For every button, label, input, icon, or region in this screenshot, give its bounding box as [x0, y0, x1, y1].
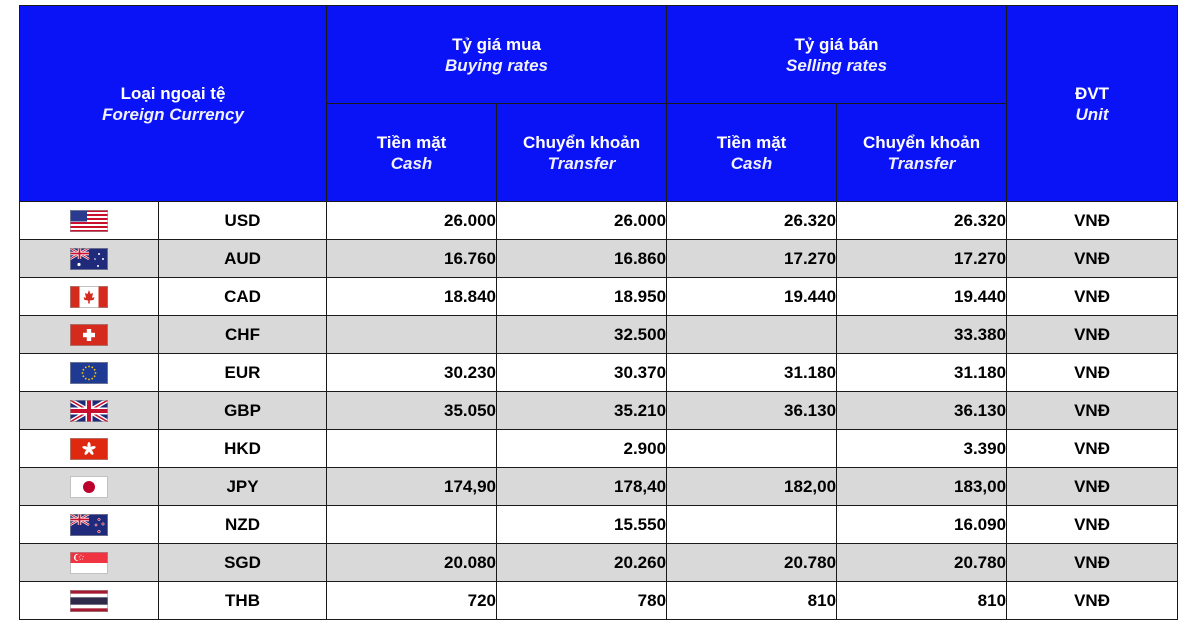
buying-header-vi: Tỷ giá mua	[452, 34, 541, 54]
sell-transfer-value: 20.780	[837, 544, 1007, 582]
gb-flag-icon	[70, 400, 108, 422]
buy-cash-value: 18.840	[327, 278, 497, 316]
table-header	[20, 6, 1178, 202]
unit-header-en: Unit	[1075, 104, 1109, 124]
sell-transfer-value: 33.380	[837, 316, 1007, 354]
sell-transfer-value: 26.320	[837, 202, 1007, 240]
flag-cell	[20, 278, 159, 316]
unit-header	[1007, 6, 1178, 202]
sell-cash-header-vi: Tiền mặt	[716, 132, 787, 152]
unit-value: VNĐ	[1007, 316, 1178, 354]
sell-transfer-value: 36.130	[837, 392, 1007, 430]
sell-transfer-value: 19.440	[837, 278, 1007, 316]
sell-transfer-header-vi: Chuyển khoản	[862, 132, 981, 152]
buy-cash-header	[327, 104, 497, 202]
unit-value: VNĐ	[1007, 430, 1178, 468]
ca-flag-icon	[70, 286, 108, 308]
flag-cell	[20, 582, 159, 620]
currency-code: THB	[159, 582, 327, 620]
buy-cash-value: 16.760	[327, 240, 497, 278]
sell-cash-value: 31.180	[667, 354, 837, 392]
currency-code: SGD	[159, 544, 327, 582]
buy-transfer-value: 32.500	[497, 316, 667, 354]
buy-cash-value: 174,90	[327, 468, 497, 506]
sell-transfer-value: 31.180	[837, 354, 1007, 392]
sell-cash-value	[667, 316, 837, 354]
currency-code: HKD	[159, 430, 327, 468]
sell-transfer-value: 183,00	[837, 468, 1007, 506]
currency-code: NZD	[159, 506, 327, 544]
buying-header-en: Buying rates	[445, 55, 549, 75]
sell-cash-value: 20.780	[667, 544, 837, 582]
currency-code: USD	[159, 202, 327, 240]
buy-transfer-header-vi: Chuyển khoản	[522, 132, 641, 152]
flag-cell	[20, 544, 159, 582]
ch-flag-icon	[70, 324, 108, 346]
buy-transfer-value: 780	[497, 582, 667, 620]
sell-cash-value	[667, 506, 837, 544]
currency-row-chf	[20, 316, 1178, 354]
buy-transfer-value: 30.370	[497, 354, 667, 392]
unit-value: VNĐ	[1007, 506, 1178, 544]
jp-flag-icon	[70, 476, 108, 498]
currency-row-eur	[20, 354, 1178, 392]
buy-transfer-value: 26.000	[497, 202, 667, 240]
currency-code: EUR	[159, 354, 327, 392]
buying-header	[327, 6, 667, 104]
exchange-rate-table	[19, 5, 1178, 620]
currency-row-gbp	[20, 392, 1178, 430]
sell-cash-value: 17.270	[667, 240, 837, 278]
sell-cash-value: 36.130	[667, 392, 837, 430]
sell-transfer-value: 810	[837, 582, 1007, 620]
buy-transfer-value: 15.550	[497, 506, 667, 544]
buy-cash-value	[327, 430, 497, 468]
sell-transfer-header-en: Transfer	[887, 153, 956, 173]
buy-cash-value: 20.080	[327, 544, 497, 582]
buy-cash-value	[327, 506, 497, 544]
sg-flag-icon	[70, 552, 108, 574]
currency-row-thb	[20, 582, 1178, 620]
flag-cell	[20, 202, 159, 240]
us-flag-icon	[70, 210, 108, 232]
rate-rows	[20, 202, 1178, 620]
currency-header	[20, 6, 327, 202]
buy-transfer-header	[497, 104, 667, 202]
sell-cash-header-en: Cash	[730, 153, 773, 173]
nz-flag-icon	[70, 514, 108, 536]
currency-row-cad	[20, 278, 1178, 316]
flag-cell	[20, 468, 159, 506]
flag-cell	[20, 392, 159, 430]
sell-cash-value: 182,00	[667, 468, 837, 506]
currency-row-aud	[20, 240, 1178, 278]
selling-header-vi: Tỷ giá bán	[794, 34, 879, 54]
buy-transfer-value: 16.860	[497, 240, 667, 278]
buy-cash-value: 30.230	[327, 354, 497, 392]
buy-cash-value: 26.000	[327, 202, 497, 240]
currency-row-sgd	[20, 544, 1178, 582]
currency-header-vi: Loại ngoại tệ	[120, 83, 226, 103]
unit-value: VNĐ	[1007, 582, 1178, 620]
sell-transfer-value: 17.270	[837, 240, 1007, 278]
th-flag-icon	[70, 590, 108, 612]
unit-value: VNĐ	[1007, 544, 1178, 582]
currency-code: JPY	[159, 468, 327, 506]
selling-header	[667, 6, 1007, 104]
buy-transfer-value: 2.900	[497, 430, 667, 468]
unit-value: VNĐ	[1007, 392, 1178, 430]
exchange-rate-board	[19, 5, 1178, 620]
unit-value: VNĐ	[1007, 240, 1178, 278]
sell-cash-value: 26.320	[667, 202, 837, 240]
buy-transfer-value: 35.210	[497, 392, 667, 430]
currency-code: AUD	[159, 240, 327, 278]
unit-value: VNĐ	[1007, 468, 1178, 506]
currency-header-en: Foreign Currency	[102, 104, 244, 124]
currency-code: CAD	[159, 278, 327, 316]
buy-transfer-header-en: Transfer	[547, 153, 616, 173]
buy-cash-value: 35.050	[327, 392, 497, 430]
sell-transfer-value: 3.390	[837, 430, 1007, 468]
unit-value: VNĐ	[1007, 202, 1178, 240]
sell-cash-value	[667, 430, 837, 468]
currency-code: GBP	[159, 392, 327, 430]
unit-value: VNĐ	[1007, 278, 1178, 316]
sell-transfer-header	[837, 104, 1007, 202]
currency-row-usd	[20, 202, 1178, 240]
flag-cell	[20, 354, 159, 392]
buy-cash-header-vi: Tiền mặt	[376, 132, 447, 152]
flag-cell	[20, 240, 159, 278]
unit-header-vi: ĐVT	[1075, 83, 1110, 103]
sell-transfer-value: 16.090	[837, 506, 1007, 544]
flag-cell	[20, 316, 159, 354]
flag-cell	[20, 430, 159, 468]
buy-cash-value: 720	[327, 582, 497, 620]
eu-flag-icon	[70, 362, 108, 384]
sell-cash-value: 810	[667, 582, 837, 620]
currency-row-hkd	[20, 430, 1178, 468]
currency-code: CHF	[159, 316, 327, 354]
buy-transfer-value: 20.260	[497, 544, 667, 582]
sell-cash-header	[667, 104, 837, 202]
buy-transfer-value: 178,40	[497, 468, 667, 506]
buy-cash-value	[327, 316, 497, 354]
hk-flag-icon	[70, 438, 108, 460]
sell-cash-value: 19.440	[667, 278, 837, 316]
flag-cell	[20, 506, 159, 544]
currency-row-nzd	[20, 506, 1178, 544]
buy-transfer-value: 18.950	[497, 278, 667, 316]
buy-cash-header-en: Cash	[390, 153, 433, 173]
selling-header-en: Selling rates	[785, 55, 888, 75]
unit-value: VNĐ	[1007, 354, 1178, 392]
au-flag-icon	[70, 248, 108, 270]
currency-row-jpy	[20, 468, 1178, 506]
